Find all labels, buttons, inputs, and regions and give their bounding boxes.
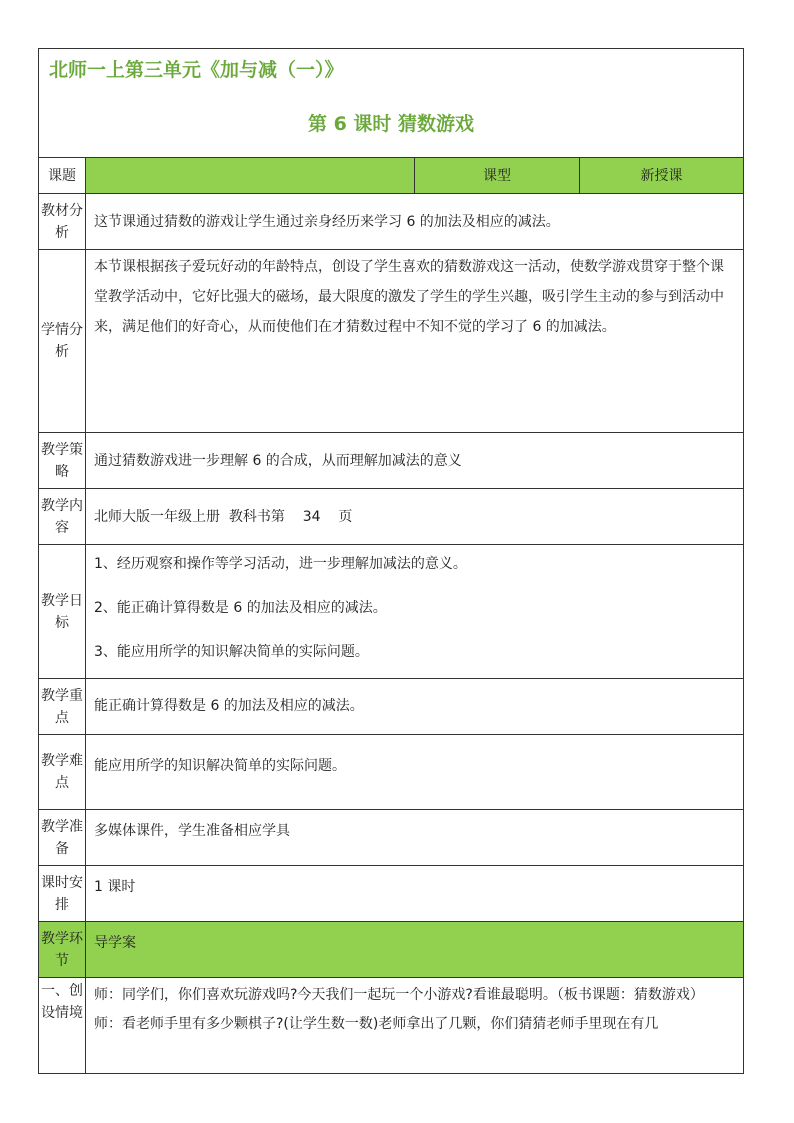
key-points-row	[39, 679, 744, 735]
content-row	[39, 489, 744, 545]
unit-title: 北师一上第三单元《加与减（一）》	[49, 59, 344, 81]
schedule-text: 1 课时	[86, 866, 744, 922]
lesson-title: 第 6 课时 猜数游戏	[307, 113, 475, 135]
difficulties-label: 教学难点	[39, 735, 86, 810]
strategy-text: 通过猜数游戏进一步理解 6 的合成，从而理解加减法的意义	[86, 433, 744, 489]
goals-label: 教学日标	[39, 545, 86, 679]
strategy-row	[39, 433, 744, 489]
title-cell	[39, 49, 744, 158]
preparation-row	[39, 810, 744, 866]
key-points-label: 教学重点	[39, 679, 86, 735]
material-text: 这节课通过猜数的游戏让学生通过亲身经历来学习 6 的加法及相应的减法。	[86, 194, 744, 250]
title-row	[39, 49, 744, 158]
stages-text: 导学案	[86, 922, 744, 978]
students-text: 本节课根据孩子爱玩好动的年龄特点，创设了学生喜欢的猜数游戏这一活动，使数学游戏贯穿于整个课堂教学活动中，它好比强大的磁场，最大限度的激发了学生的学生兴趣，吸引学生主动的参与到活动中来，满足他们的好奇心，从而使他们在才猜数过程中不知不觉的学习了 6 的加减法。	[86, 250, 744, 433]
lesson-plan-sheet	[38, 48, 743, 1074]
students-row	[39, 250, 744, 433]
topic-row	[39, 158, 744, 194]
intro-label: 一、创设情境	[39, 978, 86, 1074]
content-label: 教学内容	[39, 489, 86, 545]
goals-row	[39, 545, 744, 679]
goal-item: 2、能正确计算得数是 6 的加法及相应的减法。	[94, 600, 387, 616]
students-label: 学情分析	[39, 250, 86, 433]
intro-paragraph: 师：看老师手里有多少颗棋子?(让学生数一数)老师拿出了几颗，你们猜猜老师手里现在有几	[94, 1016, 659, 1032]
difficulties-text: 能应用所学的知识解决简单的实际问题。	[86, 735, 744, 810]
material-row	[39, 194, 744, 250]
content-text: 北师大版一年级上册 教科书第 34 页	[86, 489, 744, 545]
material-label: 教材分析	[39, 194, 86, 250]
goal-item: 3、能应用所学的知识解决简单的实际问题。	[94, 644, 369, 660]
preparation-label: 教学准备	[39, 810, 86, 866]
stages-label: 教学环节	[39, 922, 86, 978]
stages-row	[39, 922, 744, 978]
intro-row	[39, 978, 744, 1074]
lesson-type-value: 新授课	[580, 158, 744, 194]
key-points-text: 能正确计算得数是 6 的加法及相应的减法。	[86, 679, 744, 735]
lesson-plan-table	[38, 48, 744, 1074]
preparation-text: 多媒体课件，学生准备相应学具	[86, 810, 744, 866]
topic-value	[86, 158, 415, 194]
topic-label: 课题	[39, 158, 86, 194]
lesson-type-label: 课型	[415, 158, 580, 194]
goal-item: 1、经历观察和操作等学习活动，进一步理解加减法的意义。	[94, 556, 467, 572]
goals-list	[86, 545, 744, 679]
strategy-label: 教学策略	[39, 433, 86, 489]
intro-content	[86, 978, 744, 1074]
schedule-row	[39, 866, 744, 922]
difficulties-row	[39, 735, 744, 810]
schedule-label: 课时安排	[39, 866, 86, 922]
intro-paragraph: 师：同学们，你们喜欢玩游戏吗?今天我们一起玩一个小游戏?看谁最聪明。（板书课题：猜数游戏）	[94, 987, 704, 1003]
